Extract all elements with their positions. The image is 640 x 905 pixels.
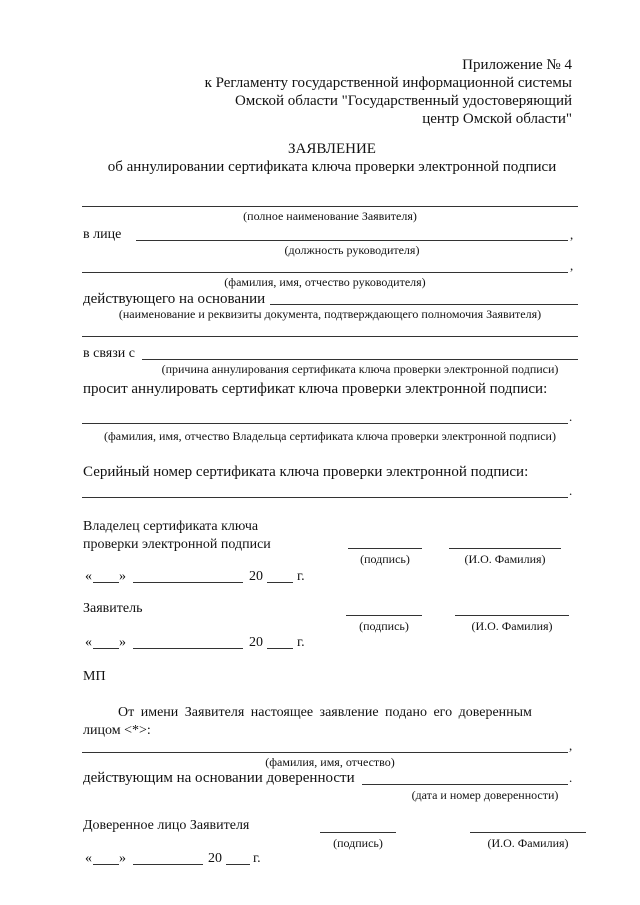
applicant-year-line bbox=[267, 648, 293, 649]
owner-name-line bbox=[449, 548, 561, 549]
owner-label-line2: проверки электронной подписи bbox=[83, 537, 271, 552]
owner-day-line bbox=[93, 582, 119, 583]
applicant-name-caption: (И.О. Фамилия) bbox=[471, 619, 553, 633]
proxy-date-close-quote: » bbox=[119, 851, 126, 866]
owner-signature-caption: (подпись) bbox=[360, 552, 410, 566]
comma: , bbox=[570, 227, 574, 242]
owner-signature-line bbox=[348, 548, 422, 549]
applicant-month-line bbox=[133, 648, 243, 649]
head-fio-caption: (фамилия, имя, отчество руководителя) bbox=[224, 275, 426, 289]
head-fio-line bbox=[82, 272, 568, 273]
stamp-label: МП bbox=[83, 669, 106, 684]
comma: , bbox=[569, 738, 573, 753]
owner-name-caption: (И.О. Фамилия) bbox=[464, 552, 546, 566]
owner-date-close-quote: » bbox=[119, 569, 126, 584]
proxy-fio-line bbox=[82, 752, 568, 753]
proxy-name-caption: (И.О. Фамилия) bbox=[487, 836, 569, 850]
proxy-sign-label: Доверенное лицо Заявителя bbox=[83, 818, 250, 833]
proxy-basis-label: действующим на основании доверенности bbox=[83, 770, 355, 786]
owner-fio-line bbox=[82, 423, 568, 424]
applicant-year-suffix: г. bbox=[297, 635, 305, 650]
period: . bbox=[569, 483, 573, 498]
proxy-basis-caption: (дата и номер доверенности) bbox=[411, 788, 559, 802]
proxy-intro-line1: От имени Заявителя настоящее заявление подано его доверенным bbox=[118, 705, 532, 720]
applicant-name-sign-line bbox=[455, 615, 569, 616]
due-to-label: в связи с bbox=[83, 346, 135, 361]
reason-caption: (причина аннулирования сертификата ключа проверки электронной подписи) bbox=[161, 362, 559, 376]
proxy-year-line bbox=[226, 864, 250, 865]
proxy-fio-caption: (фамилия, имя, отчество) bbox=[265, 755, 395, 769]
owner-date-open-quote: « bbox=[85, 569, 92, 584]
applicant-date-open-quote: « bbox=[85, 635, 92, 650]
basis-line bbox=[270, 304, 578, 305]
regulation-ref-line3: центр Омской области" bbox=[422, 111, 572, 127]
owner-year-suffix: г. bbox=[297, 569, 305, 584]
basis-label: действующего на основании bbox=[83, 291, 266, 307]
owner-year-line bbox=[267, 582, 293, 583]
owner-month-line bbox=[133, 582, 243, 583]
proxy-day-line bbox=[93, 864, 119, 865]
applicant-name-caption: (полное наименование Заявителя) bbox=[243, 209, 417, 223]
proxy-signature-caption: (подпись) bbox=[333, 836, 383, 850]
applicant-sign-label: Заявитель bbox=[83, 601, 143, 616]
applicant-name-line bbox=[82, 206, 578, 207]
owner-fio-caption: (фамилия, имя, отчество Владельца сертификата ключа проверки электронной подписи) bbox=[104, 429, 556, 443]
serial-number-label: Серийный номер сертификата ключа проверки электронной подписи: bbox=[83, 464, 529, 480]
serial-number-line bbox=[82, 497, 568, 498]
comma: , bbox=[570, 258, 574, 273]
applicant-year-prefix: 20 bbox=[249, 635, 263, 650]
applicant-signature-caption: (подпись) bbox=[359, 619, 409, 633]
owner-label-line1: Владелец сертификата ключа bbox=[83, 519, 259, 534]
basis-line-2 bbox=[82, 336, 578, 337]
owner-year-prefix: 20 bbox=[249, 569, 263, 584]
proxy-year-suffix: г. bbox=[253, 851, 261, 866]
document-subtitle: об аннулировании сертификата ключа проверки электронной подписи bbox=[107, 159, 557, 175]
period: . bbox=[569, 409, 573, 424]
proxy-signature-line bbox=[320, 832, 396, 833]
reason-line bbox=[142, 359, 578, 360]
proxy-basis-line bbox=[362, 784, 568, 785]
period: . bbox=[569, 770, 573, 785]
proxy-intro-line2: лицом <*>: bbox=[83, 723, 151, 738]
in-person-label: в лице bbox=[83, 227, 122, 242]
applicant-day-line bbox=[93, 648, 119, 649]
request-text: просит аннулировать сертификат ключа проверки электронной подписи: bbox=[83, 381, 548, 397]
applicant-signature-line bbox=[346, 615, 422, 616]
appendix-number: Приложение № 4 bbox=[462, 57, 572, 73]
document-title: ЗАЯВЛЕНИЕ bbox=[288, 141, 376, 157]
regulation-ref-line2: Омской области "Государственный удостоверяющий bbox=[234, 93, 572, 109]
proxy-month-line bbox=[133, 864, 203, 865]
proxy-year-prefix: 20 bbox=[208, 851, 222, 866]
regulation-ref-line1: к Регламенту государственной информационной системы bbox=[204, 75, 572, 91]
position-line bbox=[136, 240, 568, 241]
proxy-date-open-quote: « bbox=[85, 851, 92, 866]
applicant-date-close-quote: » bbox=[119, 635, 126, 650]
basis-caption: (наименование и реквизиты документа, подтверждающего полномочия Заявителя) bbox=[118, 307, 542, 321]
proxy-name-line bbox=[470, 832, 586, 833]
position-caption: (должность руководителя) bbox=[284, 243, 420, 257]
